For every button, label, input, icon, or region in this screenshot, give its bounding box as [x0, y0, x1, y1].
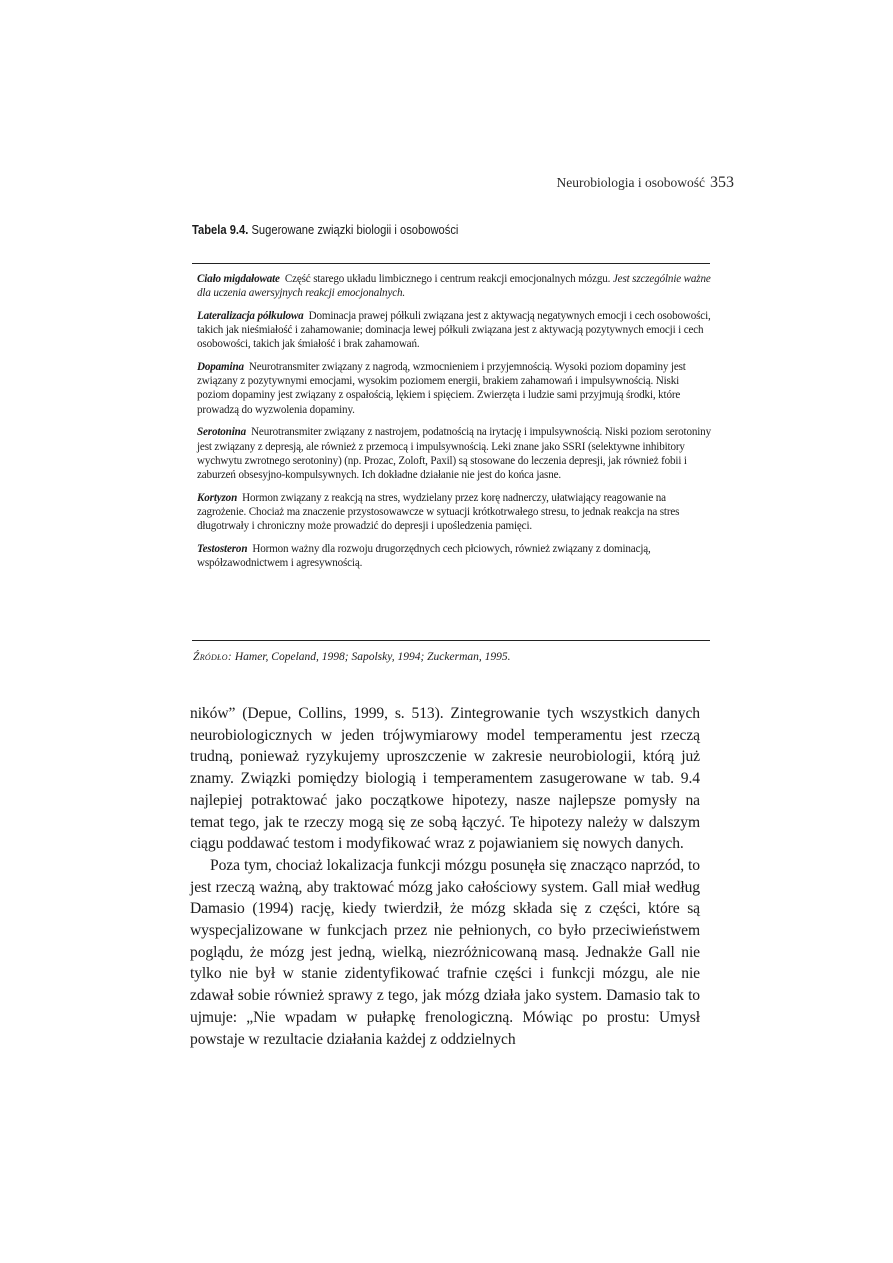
- table-entries: [197, 272, 713, 579]
- entry-text: Dominacja prawej półkuli związana jest z aktywacją negatywnych emocji i cech osobowości, takich jak nieśmiałość i zahamowanie; dominacja lewej półkuli związana jest z aktywacją pozytywnych emocji i cech osobowości, takich jak śmiałość i brak zahamowań.: [197, 309, 711, 351]
- entry-term: Serotonina: [197, 426, 247, 439]
- table-top-rule: [192, 263, 710, 264]
- entry-term: Lateralizacja półkulowa: [197, 309, 304, 322]
- table-entry: [197, 425, 713, 482]
- table-caption-text: Sugerowane związki biologii i osobowości: [251, 222, 459, 237]
- entry-term: Kortyzon: [197, 491, 238, 504]
- entry-text: Neurotransmiter związany z nastrojem, podatnością na irytację i impulsywnością. Niski poziom serotoniny jest związany z depresją, ale również z przemocą i impulsywnością. Leki znane jako SSRI (selektywne inhibitory wychwytu zwrotnego serotoniny) (np. Prozac, Zoloft, Paxil) są stosowane do leczenia depresji, jak również fobii i zaburzeń obsesyjno-kompulsywnych. Ich dokładne działanie nie jest do końca jasne.: [197, 426, 711, 481]
- table-source: [193, 651, 511, 663]
- body-paragraph-1: ników” (Depue, Collins, 1999, s. 513). Zintegrowanie tych wszystkich danych neurobiologicznych w jeden trójwymiarowy model temperamentu jest rzeczą trudną, ponieważ ryzykujemy uproszczenie w zakresie neurobiologii, którą już znamy. Związki pomiędzy biologią i temperamentem zasugerowane w tab. 9.4 najlepiej potraktować jako początkowe hipotezy, nasze najlepsze pomysły na temat tego, jak te rzeczy mogą się ze sobą łączyć. Te hipotezy należy w dalszym ciągu poddawać testom i modyfikować wraz z pojawianiem się nowych danych.: [190, 705, 700, 853]
- entry-text: Część starego układu limbicznego i centrum reakcji emocjonalnych mózgu.: [284, 273, 611, 285]
- table-bottom-rule: [192, 640, 710, 641]
- body-text: [190, 703, 700, 1050]
- running-head-title: Neurobiologia i osobowość: [556, 175, 705, 190]
- table-entry: [197, 360, 713, 417]
- entry-term: Testosteron: [197, 542, 248, 555]
- page-number: 353: [710, 174, 734, 191]
- table-entry: [197, 491, 713, 534]
- entry-text: Neurotransmiter związany z nagrodą, wzmocnieniem i przyjemnością. Wysoki poziom dopaminy jest związany z pozytywnymi emocjami, wysokim poziomem energii, brakiem zahamowań i impulsywnością. Niski poziom dopaminy jest związany z ospałością, lękiem i spięciem. Zwierzęta i ludzie sami przyjmują środki, które prowadzą do wyzwolenia dopaminy.: [197, 361, 686, 416]
- entry-term: Ciało migdałowate: [197, 273, 280, 285]
- table-caption-label: Tabela 9.4.: [192, 222, 249, 237]
- entry-text: Hormon związany z reakcją na stres, wydzielany przez korę nadnerczy, ułatwiający reagowanie na zagrożenie. Chociaż ma znaczenie przystosowawcze w sytuacji krótkotrwałego stresu, to jednak reakcja na stres długotrwały i chroniczny może prowadzić do depresji i upośledzenia pamięci.: [197, 491, 680, 533]
- source-text: Hamer, Copeland, 1998; Sapolsky, 1994; Zuckerman, 1995.: [234, 651, 511, 663]
- entry-text: Hormon ważny dla rozwoju drugorzędnych cech płciowych, również związany z dominacją, współzawodnictwem i agresywnością.: [197, 542, 651, 569]
- running-head: [520, 174, 734, 192]
- source-label: Źródło:: [193, 651, 232, 663]
- table-caption: [192, 222, 458, 237]
- table-entry: [197, 542, 713, 570]
- body-paragraph-2: Poza tym, chociaż lokalizacja funkcji mózgu posunęła się znacząco naprzód, to jest rzeczą ważną, aby traktować mózg jako całościowy system. Gall miał według Damasio (1994) rację, kiedy twierdził, że mózg składa się z części, które są wyspecjalizowane w funkcjach przez nie pełnionych, co było przeciwieństwem poglądu, że mózg jest jedną, wielką, niezróżnicowaną masą. Jednakże Gall nie tylko nie był w stanie zidentyfikować trafnie części i funkcji mózgu, ale nie zdawał sobie również sprawy z tego, jak mózg działa jako system. Damasio tak to ujmuje: „Nie wpadam w pułapkę frenologiczną. Mówiąc po prostu: Umysł powstaje w rezultacie działania każdej z oddzielnych: [190, 856, 700, 1048]
- entry-text-italic: Jest szczególnie ważne dla uczenia awersyjnych reakcji emocjonalnych.: [197, 273, 711, 300]
- table-entry: [197, 272, 713, 300]
- entry-term: Dopamina: [197, 361, 244, 374]
- table-entry: [197, 309, 713, 352]
